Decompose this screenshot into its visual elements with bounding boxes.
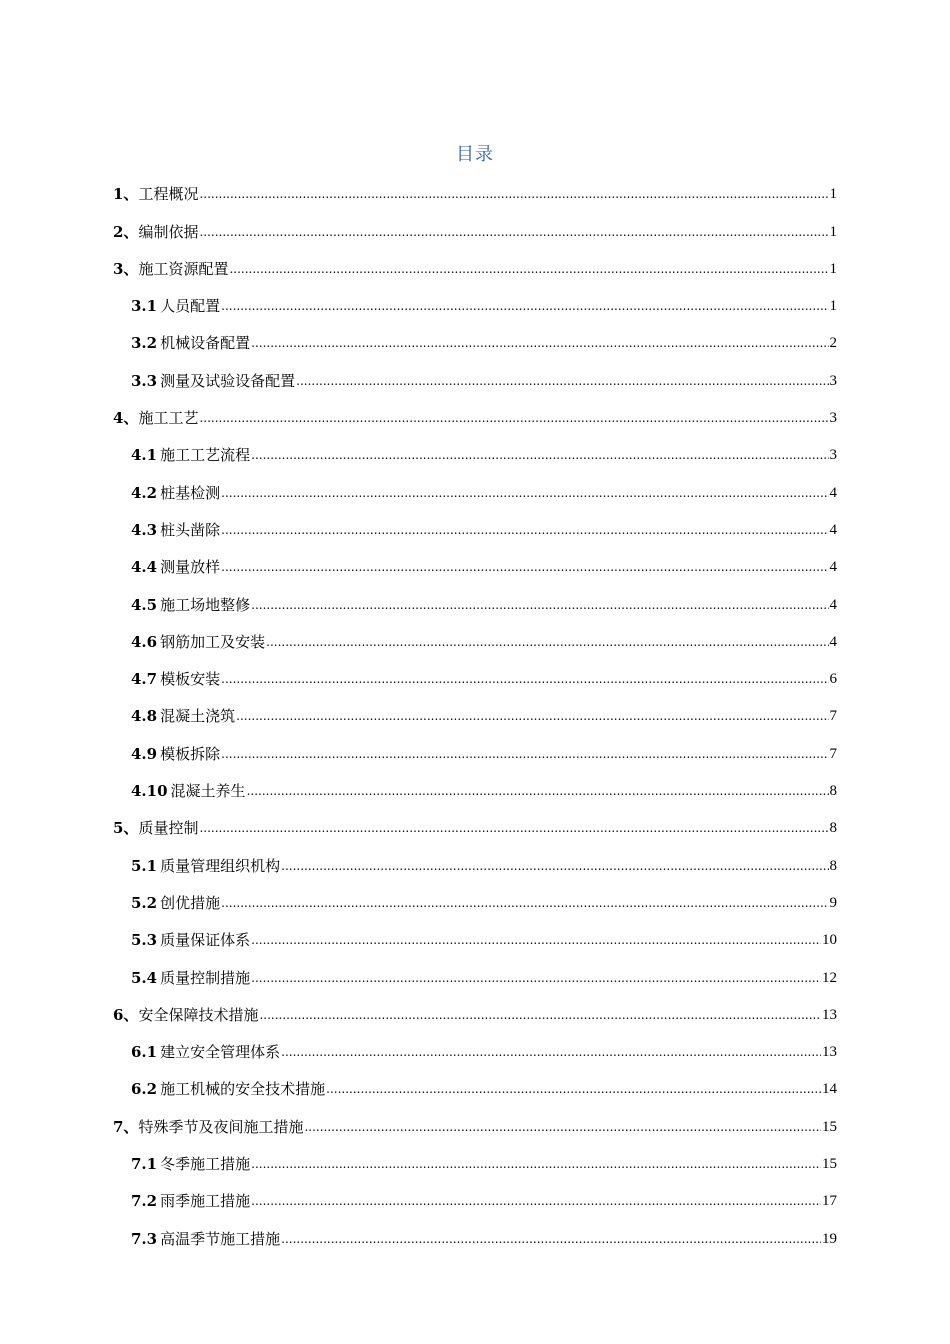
toc-entry-label: 施工工艺 [138,409,199,428]
toc-entry-number: 5.2 [131,893,158,912]
toc-dot-leader [281,1043,821,1061]
toc-dot-leader [221,558,828,576]
toc-entry-page: 10 [822,932,837,949]
toc-entry-number: 4.5 [131,595,158,614]
toc-entry-label: 桩基检测 [160,483,221,502]
toc-entry-page: 1 [829,260,837,277]
toc-entry[interactable] [113,769,837,806]
toc-entry-label: 钢筋加工及安装 [160,632,266,651]
toc-entry-label: 混凝土浇筑 [160,707,236,726]
toc-entry-number: 5.4 [131,968,158,987]
toc-entry-number: 5.3 [131,931,158,950]
toc-entry[interactable] [113,657,837,694]
toc-entry[interactable] [113,1216,837,1253]
toc-entry-label: 特殊季节及夜间施工措施 [138,1117,304,1136]
toc-entry-number: 7.2 [131,1192,158,1211]
toc-entry-label: 高温季节施工措施 [160,1229,281,1248]
toc-entry-page: 19 [822,1230,837,1247]
toc-entry[interactable] [113,1067,837,1104]
toc-entry-page: 6 [829,671,837,688]
toc-entry[interactable] [113,1104,837,1141]
toc-dot-leader [296,372,828,390]
toc-entry-number: 4.10 [131,782,168,801]
toc-entry-number: 6.2 [131,1080,158,1099]
toc-entry[interactable] [113,358,837,395]
toc-entry-page: 7 [829,708,837,725]
toc-entry-label: 桩头凿除 [160,520,221,539]
toc-entry-page: 2 [829,335,837,352]
toc-entry-label: 雨季施工措施 [160,1192,251,1211]
toc-entry-label: 冬季施工措施 [160,1155,251,1174]
toc-entry-page: 7 [829,745,837,762]
toc-entry[interactable] [113,321,837,358]
toc-dot-leader [221,745,828,763]
toc-entry-page: 13 [822,1006,837,1023]
toc-entry-page: 8 [829,783,837,800]
toc-entry[interactable] [113,582,837,619]
toc-entry-page: 14 [822,1081,837,1098]
toc-dot-leader [251,446,828,464]
toc-entry-page: 12 [822,969,837,986]
toc-dot-leader [281,857,828,875]
toc-entry-label: 施工机械的安全技术措施 [160,1080,326,1099]
toc-entry-number: 5、 [113,819,139,838]
toc-dot-leader [199,409,828,427]
toc-dot-leader [251,1155,821,1173]
toc-entry-number: 4.7 [131,670,158,689]
toc-entry-number: 1、 [113,185,139,204]
toc-entry-number: 7.3 [131,1229,158,1248]
toc-dot-leader [221,894,828,912]
toc-entry-number: 3.1 [131,297,158,316]
toc-entry[interactable] [113,545,837,582]
toc-entry-page: 4 [829,633,837,650]
toc-entry-number: 4.4 [131,558,158,577]
toc-entry-number: 2、 [113,222,139,241]
toc-entry-label: 安全保障技术措施 [138,1005,259,1024]
toc-entry[interactable] [113,508,837,545]
toc-entry[interactable] [113,806,837,843]
toc-entry-page: 1 [829,186,837,203]
toc-dot-leader [266,633,828,651]
toc-dot-leader [221,670,828,688]
toc-entry-number: 4、 [113,409,139,428]
toc-entry-page: 4 [829,521,837,538]
toc-dot-leader [236,707,828,725]
toc-entry[interactable] [113,470,837,507]
toc-entry-number: 3.3 [131,371,158,390]
toc-entry-page: 17 [822,1193,837,1210]
toc-entry-label: 模板安装 [160,670,221,689]
toc-entry-page: 4 [829,484,837,501]
toc-dot-leader [251,334,828,352]
toc-entry[interactable] [113,396,837,433]
toc-entry-page: 3 [829,372,837,389]
toc-entry-page: 8 [829,820,837,837]
toc-entry-label: 施工工艺流程 [160,446,251,465]
toc-entry[interactable] [113,955,837,992]
toc-entry-page: 15 [822,1156,837,1173]
toc-entry[interactable] [113,172,837,209]
toc-entry-number: 7.1 [131,1155,158,1174]
toc-entry[interactable] [113,694,837,731]
toc-dot-leader [251,1192,821,1210]
toc-entry[interactable] [113,843,837,880]
toc-entry[interactable] [113,433,837,470]
toc-dot-leader [304,1118,821,1136]
toc-entry-page: 4 [829,559,837,576]
toc-entry-label: 测量及试验设备配置 [160,371,296,390]
toc-entry-page: 1 [829,223,837,240]
toc-entry-label: 质量管理组织机构 [160,856,281,875]
table-of-contents [113,172,837,1254]
toc-entry-label: 测量放样 [160,558,221,577]
toc-entry-number: 5.1 [131,856,158,875]
toc-entry-number: 6、 [113,1005,139,1024]
toc-entry[interactable] [113,1179,837,1216]
toc-entry[interactable] [113,993,837,1030]
toc-entry-number: 4.6 [131,632,158,651]
toc-entry-number: 4.8 [131,707,158,726]
toc-entry-label: 质量控制 [138,819,199,838]
toc-dot-leader [229,260,828,278]
toc-entry[interactable] [113,247,837,284]
toc-entry-page: 3 [829,447,837,464]
toc-entry-page: 4 [829,596,837,613]
toc-dot-leader [251,596,828,614]
toc-entry-label: 质量保证体系 [160,931,251,950]
toc-entry-page: 3 [829,410,837,427]
toc-entry-label: 创优措施 [160,893,221,912]
toc-dot-leader [199,819,828,837]
toc-dot-leader [221,521,828,539]
toc-entry[interactable] [113,1030,837,1067]
toc-entry-label: 施工资源配置 [138,259,229,278]
toc-dot-leader [281,1230,821,1248]
toc-dot-leader [247,782,829,800]
toc-dot-leader [326,1080,821,1098]
toc-entry[interactable] [113,1142,837,1179]
toc-entry-page: 13 [822,1044,837,1061]
toc-entry-label: 混凝土养生 [170,782,246,801]
toc-entry-label: 编制依据 [138,222,199,241]
toc-entry-number: 3、 [113,259,139,278]
toc-dot-leader [251,931,821,949]
toc-entry[interactable] [113,731,837,768]
toc-entry[interactable] [113,918,837,955]
toc-dot-leader [221,297,828,315]
toc-dot-leader [251,969,821,987]
toc-dot-leader [199,185,828,203]
toc-entry-label: 机械设备配置 [160,334,251,353]
toc-entry-label: 人员配置 [160,297,221,316]
toc-dot-leader [259,1006,821,1024]
toc-entry[interactable] [113,881,837,918]
toc-entry[interactable] [113,209,837,246]
toc-entry[interactable] [113,620,837,657]
toc-entry-label: 建立安全管理体系 [160,1043,281,1062]
toc-entry-number: 6.1 [131,1043,158,1062]
toc-entry-page: 8 [829,857,837,874]
toc-dot-leader [199,223,828,241]
toc-entry-page: 1 [829,298,837,315]
toc-entry-label: 施工场地整修 [160,595,251,614]
toc-entry-number: 4.9 [131,744,158,763]
toc-entry-number: 4.1 [131,446,158,465]
toc-dot-leader [221,484,828,502]
toc-entry[interactable] [113,284,837,321]
toc-entry-page: 9 [829,894,837,911]
toc-entry-page: 15 [822,1118,837,1135]
toc-entry-label: 工程概况 [138,185,199,204]
toc-title: 目录 [456,144,494,165]
toc-entry-label: 质量控制措施 [160,968,251,987]
toc-entry-number: 4.2 [131,483,158,502]
toc-entry-label: 模板拆除 [160,744,221,763]
toc-entry-number: 3.2 [131,334,158,353]
toc-entry-number: 7、 [113,1117,139,1136]
toc-entry-number: 4.3 [131,520,158,539]
